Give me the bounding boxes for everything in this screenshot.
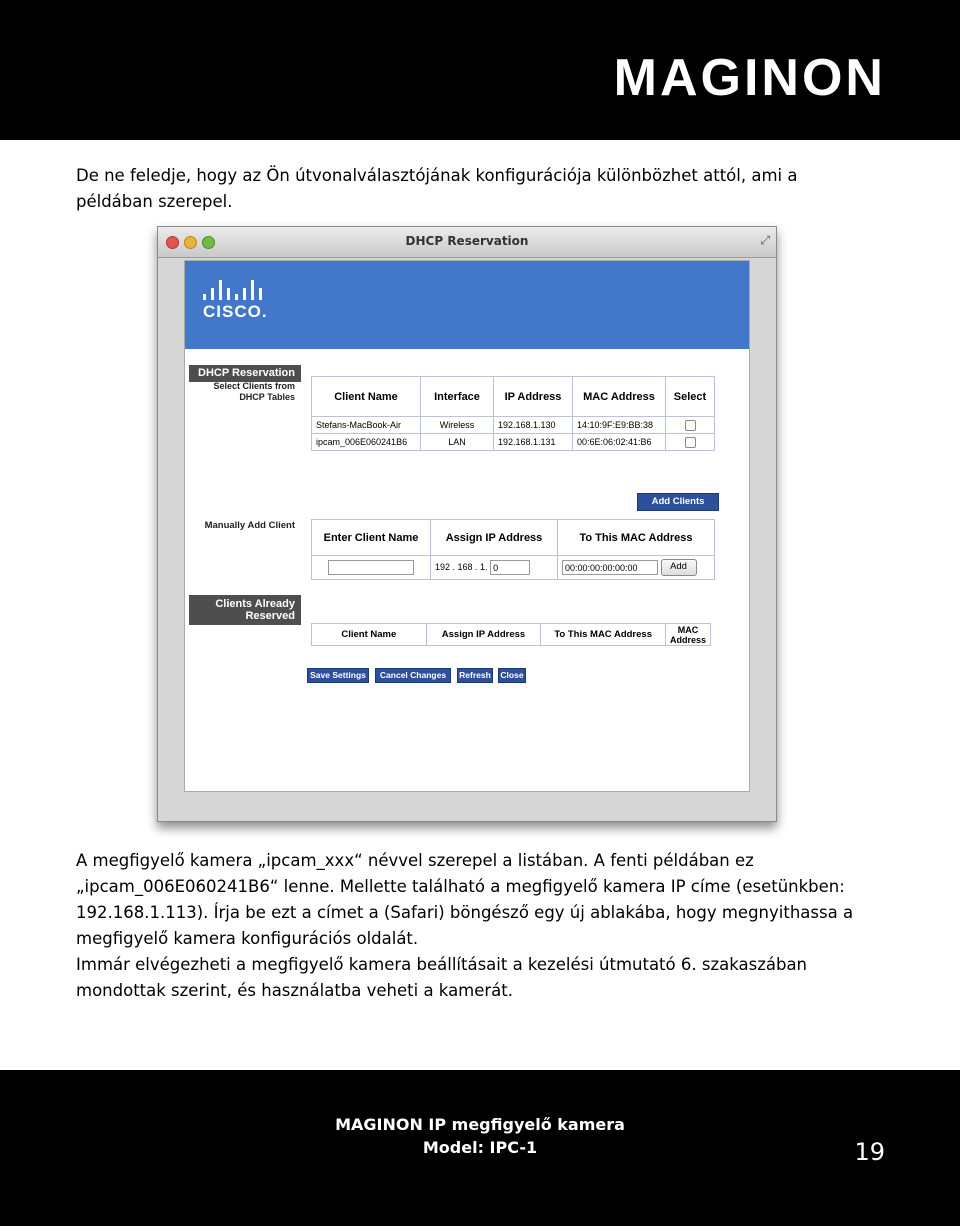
intro-line: példában szerepel. (76, 192, 233, 211)
col-assign-ip: Assign IP Address (431, 520, 558, 556)
col-mac: To This MAC Address (541, 624, 666, 646)
page-number: 19 (854, 1138, 885, 1166)
window-title: DHCP Reservation (405, 234, 529, 248)
col-assign-ip: Assign IP Address (426, 624, 541, 646)
close-button[interactable]: Close (498, 668, 526, 683)
body-line: 192.168.1.113). Írja be ezt a címet a (Safari) böngésző egy új ablakába, hogy megnyithassa a (76, 903, 854, 922)
body-line: mondottak szerint, és használatba veheti a kamerát. (76, 981, 514, 1000)
footer-product-name: MAGINON IP megfigyelő kamera (335, 1115, 625, 1134)
col-mac-address: MAC Address (665, 624, 710, 646)
fullscreen-icon[interactable]: ⤢ (760, 233, 770, 247)
add-clients-button[interactable]: Add Clients (637, 493, 719, 511)
mac-input[interactable]: 00:00:00:00:00:00 (562, 560, 658, 575)
add-button[interactable]: Add (661, 559, 697, 576)
section-dhcp-reservation: DHCP Reservation (189, 365, 301, 382)
intro-line: De ne feledje, hogy az Ön útvonalválasztójának konfigurációja különbözhet attól, ami a (76, 166, 798, 185)
cisco-wordmark: CISCO. (203, 302, 268, 321)
manual-add-label: Manually Add Client (204, 520, 295, 531)
cisco-banner (185, 261, 749, 349)
body-line: A megfigyelő kamera „ipcam_xxx“ névvel szerepel a listában. A fenti példában ez (76, 851, 754, 870)
body-paragraph (76, 848, 896, 1004)
footer-model: Model: IPC-1 (422, 1138, 538, 1157)
header-bar (0, 0, 960, 140)
select-cell (666, 417, 715, 434)
col-select: Select (666, 377, 715, 417)
ip-cell: 192.168.1.130 (494, 417, 573, 434)
table-row (312, 417, 715, 434)
mac-cell: 00:6E:06:02:41:B6 (573, 434, 666, 451)
cisco-logo (203, 278, 273, 328)
router-page (184, 260, 750, 792)
ip-cell: 192.168.1.131 (494, 434, 573, 451)
select-cell (666, 434, 715, 451)
col-mac: To This MAC Address (558, 520, 715, 556)
browser-window-screenshot (157, 226, 777, 822)
cancel-changes-button[interactable]: Cancel Changes (375, 668, 451, 683)
col-mac-address: MAC Address (573, 377, 666, 417)
manual-add-table (311, 519, 715, 580)
interface-cell: LAN (421, 434, 494, 451)
window-titlebar (158, 227, 776, 258)
section-dhcp-sub: Select Clients from (213, 381, 295, 391)
select-checkbox[interactable] (685, 420, 696, 431)
client-name-cell: ipcam_006E060241B6 (312, 434, 421, 451)
select-checkbox[interactable] (685, 437, 696, 448)
section-clients-reserved (189, 595, 301, 625)
dhcp-clients-table (311, 376, 715, 451)
body-line: megfigyelő kamera konfigurációs oldalát. (76, 929, 419, 948)
refresh-button[interactable]: Refresh (457, 668, 493, 683)
intro-paragraph (76, 163, 896, 215)
col-ip-address: IP Address (494, 377, 573, 417)
reserved-head-line: Reserved (245, 610, 295, 622)
table-row (312, 434, 715, 451)
ip-prefix: 192 . 168 . 1. (435, 561, 488, 572)
interface-cell: Wireless (421, 417, 494, 434)
ip-last-octet-input[interactable]: 0 (490, 560, 530, 575)
col-client-name: Client Name (312, 624, 427, 646)
col-client-name: Client Name (312, 377, 421, 417)
reserved-clients-table (311, 623, 711, 646)
client-name-input[interactable] (328, 560, 414, 575)
body-line: „ipcam_006E060241B6“ lenne. Mellette található a megfigyelő kamera IP címe (esetünkben: (76, 877, 845, 896)
section-dhcp-sub: DHCP Tables (239, 392, 295, 402)
maginon-logo: MAGINON (613, 49, 886, 107)
body-line: Immár elvégezheti a megfigyelő kamera beállításait a kezelési útmutató 6. szakaszában (76, 955, 808, 974)
cisco-bars-icon (203, 278, 263, 300)
footer-bar (0, 1070, 960, 1226)
col-interface: Interface (421, 377, 494, 417)
client-name-cell: Stefans-MacBook-Air (312, 417, 421, 434)
mac-cell: 14:10:9F:E9:BB:38 (573, 417, 666, 434)
save-settings-button[interactable]: Save Settings (307, 668, 369, 683)
col-enter-client-name: Enter Client Name (312, 520, 431, 556)
reserved-head-line: Clients Already (215, 598, 295, 610)
